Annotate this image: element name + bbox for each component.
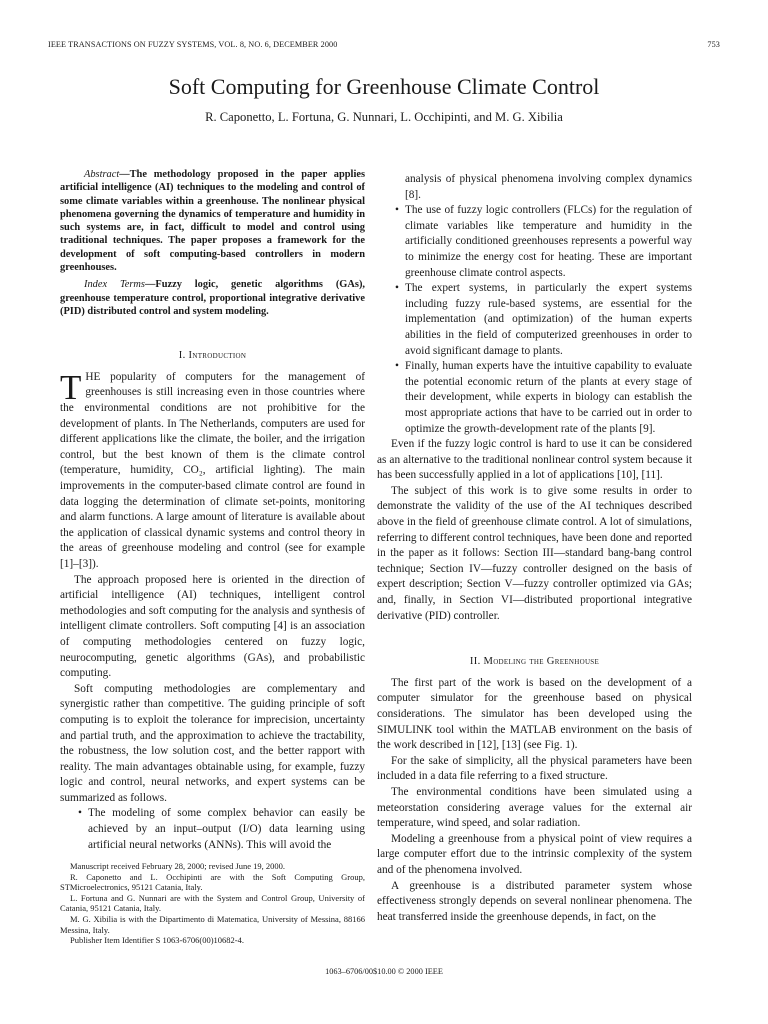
paper-authors: R. Caponetto, L. Fortuna, G. Nunnari, L. Occhipinti, and M. G. Xibilia <box>205 110 563 124</box>
right-column <box>377 172 692 925</box>
list-item: • The expert systems, in particularly the expert systems including fuzzy rule-based systems, are essential for the implementation (and optimization) of the human experts abilities in the field of computerized greenhouses in order to avoid significant damage to plants. <box>377 281 692 359</box>
drop-cap: T <box>60 367 82 407</box>
footnote: Manuscript received February 28, 2000; revised June 19, 2000. <box>70 861 286 871</box>
journal-name: IEEE TRANSACTIONS ON FUZZY SYSTEMS, VOL. 8, NO. 6, DECEMBER 2000 <box>48 40 338 49</box>
intro-paragraph-5: The subject of this work is to give some results in order to demonstrate the validity of the use of the AI techniques described above in the field of greenhouse climate control. A lot of simulations, referring to different control techniques, have been done and reported in the paper as it follows: Section III—standard bang-bang control technique; Section IV—fuzzy controller designed on the basis of expert description; Section V—fuzzy controller optimized via GAs; and, finally, in Section VI—distributed proportional integrative derivative (PID) controller. <box>377 484 692 622</box>
list-item: • The use of fuzzy logic controllers (FLCs) for the regulation of climate variables like temperature and humidity in the artificially conditioned greenhouses represents a powerful way to minimize the energy cost for heating. These are important greenhouse climate control aspects. <box>377 203 692 281</box>
abstract-label: Abstract <box>84 169 120 180</box>
abstract <box>60 168 365 274</box>
modeling-paragraph-2: For the sake of simplicity, all the physical parameters have been included in a data file referring to a fixed structure. <box>377 754 692 783</box>
intro-paragraph-3: Soft computing methodologies are complementary and synergistic rather than competitive. The guiding principle of soft computing is to exploit the tolerance for imprecision, uncertainty and partial truth, and the approximation to achieve the tractability, the robustness, the low solution cost, and the better rapport with reality. The main advantages obtainable using, for example, fuzzy logic and control, neural networks, and expert systems can be summarized as follows. <box>60 682 365 804</box>
footnote: Publisher Item Identifier S 1063-6706(00)10682-4. <box>70 935 244 946</box>
section-heading-introduction: I. Introduction <box>178 350 247 362</box>
modeling-paragraph-3: The environmental conditions have been simulated using a meteorstation considering average values for the external air temperature, wind speed, and solar radiation. <box>377 785 692 830</box>
list-item: • Finally, human experts have the intuitive capability to evaluate the potential economic return of the plants at every stage of their development, while experts in biology can establish the most appropriate actions that have to be carried out in order to optimize the growth-development rate of the plants [9]. <box>377 359 692 437</box>
running-header <box>48 40 720 49</box>
intro-paragraph-2: The approach proposed here is oriented in the direction of artificial intelligence (AI) techniques, intelligent control methodologies and soft computing for the analysis and synthesis of intelligent climate controllers. Soft computing [4] is an association of computing methodologies centered on fuzzy logic, neurocomputing, genetic algorithms (GAs), and probabilistic computing. <box>60 573 365 680</box>
footnote: L. Fortuna and G. Nunnari are with the System and Control Group, University of Catania, 95121 Catania, Italy. <box>60 892 365 914</box>
copyright-footer: 1063–6706/00$10.00 © 2000 IEEE <box>325 967 443 976</box>
intro-paragraph-1 <box>60 367 365 573</box>
footnote: M. G. Xibilia is with the Dipartimento di Matematica, University of Messina, 88166 Messina, Italy. <box>60 913 365 935</box>
modeling-paragraph-4: Modeling a greenhouse from a physical point of view requires a large computer effort due to the intrinsic complexity of the system and of the phenomena involved. <box>377 832 692 876</box>
list-item: • The modeling of some complex behavior can easily be achieved by an input–output (I/O) data learning using artificial neural networks (ANNs). This will avoid the <box>60 806 365 853</box>
index-terms-text: —Fuzzy logic, genetic algorithms (GAs), greenhouse temperature control, proportional integrative derivative (PID) distributed control and system modeling. <box>60 279 365 317</box>
footnotes <box>60 861 365 946</box>
advantages-list-continued <box>377 203 692 437</box>
modeling-paragraph-5: A greenhouse is a distributed parameter system whose effectiveness strongly depends on several nonlinear phenomena. The heat transferred inside the greenhouse depends, in fact, on the <box>377 879 692 923</box>
page-number: 753 <box>707 40 720 49</box>
abstract-text: —The methodology proposed in the paper applies artificial intelligence (AI) techniques to the modeling and control of some climate variables within a greenhouse. The nonlinear physical phenomena governing the dynamics of temperature and humidity in such systems are, in fact, difficult to model and control using traditional techniques. The paper proposes a framework for the development of soft computing-based controllers in modern greenhouses. <box>60 169 365 274</box>
intro-paragraph-1-text: HE popularity of computers for the management of greenhouses is still increasing even in those countries where the environmental conditions are not prohibitive for the development of plants. In The Netherlands, computers are used for different applications like the climate, the boiler, and the irrigation control, but the best known of them is the climate control (temperature, humidity, CO₂, artificial lighting). The main improvements in the computer-based climate control are found in data logging the determination of climate set-points, monitoring and alarm functions. A large amount of literature is available about the application of classical dynamic systems and control theory in the areas of greenhouse modeling and control (see for example [1]–[3]). <box>60 370 365 570</box>
footnote: R. Caponetto and L. Occhipinti are with the Soft Computing Group, STMicroelectronics, 95121 Catania, Italy. <box>60 871 365 893</box>
paper-title: Soft Computing for Greenhouse Climate Control <box>168 74 600 99</box>
advantages-list <box>60 806 365 853</box>
index-terms <box>60 278 365 318</box>
section-heading-modeling: II. Modeling the Greenhouse <box>469 656 600 668</box>
list-item-continuation: analysis of physical phenomena involving complex dynamics [8]. <box>405 173 692 201</box>
intro-paragraph-4: Even if the fuzzy logic control is hard to use it can be considered as an alternative to the traditional nonlinear control system because it has been successfully applied in a lot of applications [10], [11]. <box>377 438 692 482</box>
left-column <box>60 168 365 853</box>
index-terms-label: Index Terms <box>84 279 145 291</box>
modeling-paragraph-1: The first part of the work is based on the development of a computer simulator for the greenhouse based on physical considerations. The simulator has been developed using the SIMULINK tool within the MATLAB environment on the basis of the work described in [12], [13] (see Fig. 1). <box>377 676 692 752</box>
